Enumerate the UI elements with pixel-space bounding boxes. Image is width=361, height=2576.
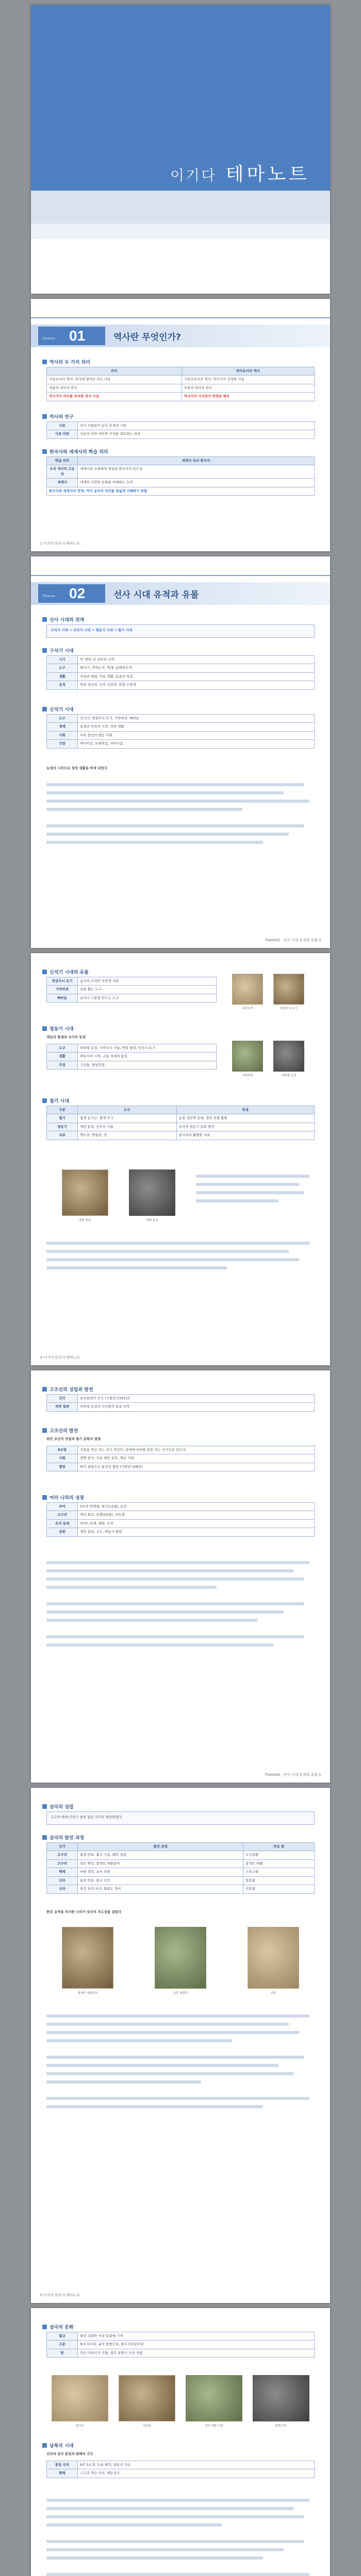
meaning-table: 의미 역사로서의 역사 사실로서의 역사: 과거에 일어난 모든 사실 기록으로서의 역사: 역사가가 선정한 사실 객관적 의미의 역사 주관적 의미의 역사 역사가가 의미를 부여한 과거 사실 역사가의 가치관이 반영된 해석 — [46, 367, 315, 401]
chapter-tag: Theme 02 — [38, 584, 105, 603]
paleolithic-table: 시기 약 70만 년 전부터 시작 도구 뗀석기: 주먹도끼, 찍개, 슴베찌르개 생활 사냥과 채집, 이동 생활, 동굴과 막집 유적 연천 전곡리, 공주 석장리, 단양 수양개 — [46, 655, 315, 690]
section-title: 한국사와 세계사의 학습 의의 — [42, 448, 108, 455]
page-7: 삼국의 문화 불교 왕권 강화와 사상 통합에 기여 고분 돌무지무덤, 굴식 돌방무덤, 돌무지덧널무덤 탑 익산 미륵사지 석탑, 경주 분황사 모전 석탑 불국사 석굴암 성덕 대왕 신종 발해 석등 남북국 시대 신라의 삼국 통일과 발해의 건국 통일 신라 9주 5소경, 녹읍 폐지, 관료전 지급 발해 고구려 계승 의식, 해동성국 — [31, 2308, 330, 2576]
cover-title — [170, 160, 310, 186]
gojoseon-dev-table: 8조법 사람을 죽인 자는 즉시 죽인다. 남에게 상처를 입힌 자는 곡식으로 갚는다. 사회 생명 중시, 사유 재산 보호, 계급 사회 멸망 한의 침입으로 왕검성 함락 (기원전 108년) — [46, 1446, 315, 1471]
research-table: 사료 과거 사람들이 남긴 흔적과 기록 사료 비판 사료의 진위 여부와 가치를 검토하는 과정 — [46, 421, 315, 439]
iron-age-table: 구분 도구 특징 철기 철제 농기구, 철제 무기 농업 생산력 증대, 정복 전쟁 활발 청동기 세형 동검, 잔무늬 거울 독자적 청동기 문화 발전 교류 명도전, 반량전, 붓 중국과의 활발한 교류 — [46, 1106, 315, 1140]
cover-title-light: 이기다 — [170, 167, 217, 184]
section-title: 고조선의 발전 — [42, 1427, 78, 1434]
north-south-table: 통일 신라 9주 5소경, 녹읍 폐지, 관료전 지급 발해 고구려 계승 의식, 해동성국 — [46, 2461, 315, 2478]
slender-dagger-image — [129, 1170, 175, 1216]
section-title: 남북국 시대 — [42, 2442, 74, 2449]
seokguram-image — [119, 2375, 175, 2421]
chapter-header — [31, 317, 330, 351]
gojoseon-table: 건국 단군왕검이 건국 (기원전 2333년) 세력 범위 비파형 동검과 고인돌의 분포 지역 — [46, 1394, 315, 1412]
chapter-title: 선사 시대 유적과 유물 — [113, 590, 199, 600]
page-footer: Theme02 · 선사 시대 유적과 유물 3 — [265, 939, 321, 942]
section-title: 역사의 연구 — [42, 413, 74, 420]
comb-pottery-image — [273, 974, 304, 1005]
culture-table: 불교 왕권 강화와 사상 통합에 기여 고분 돌무지무덤, 굴식 돌방무덤, 돌무지덧널무덤 탑 익산 미륵사지 석탑, 경주 분황사 모전 석탑 — [46, 2332, 315, 2358]
bell-image — [186, 2375, 242, 2421]
three-kingdoms-note: 고구려·백제·신라가 중앙 집권 국가로 발전하였다. — [46, 1811, 315, 1825]
section-title: 선사 시대의 전개 — [42, 616, 84, 623]
cover-stripe — [31, 191, 330, 224]
section-title: 신석기 시대 — [42, 706, 74, 713]
section-title: 청동기 시대 — [42, 1025, 74, 1032]
section-title: 철기 시대 — [42, 1097, 69, 1104]
spindle-image — [232, 1041, 263, 1072]
section-title: 고조선의 성립과 발전 — [42, 1386, 93, 1393]
section-title: 삼국의 문화 — [42, 2324, 74, 2330]
chapter-title: 역사란 무엇인가? — [113, 332, 181, 343]
section-title: 신석기 시대의 유물 — [42, 969, 89, 975]
page-footer: Theme02 · 선사 시대 유적과 유물 5 — [265, 1773, 321, 1777]
page-6: 삼국의 성립 고구려·백제·신라가 중앙 집권 국가로 발전하였다. 삼국의 발전 과정 국가 발전 과정 주요 왕 고구려 율령 반포, 불교 수용, 태학 설립 소수림왕 고구려 영토 확장, 광개토 대왕릉비 광개토 대왕 백제 마한 정복, 요서 진출 근초고왕 신라 율령 반포, 불교 공인 법흥왕 신라 한강 유역 차지, 화랑도 정비 진흥왕 한강 유역을 차지한 나라가 삼국의 주도권을 잡았다 광개토 대왕릉비 금동 대향로 금관 6 이기다 한국사 테마노트 — [31, 1788, 330, 2303]
balhae-lantern-image — [253, 2375, 309, 2421]
states-table: 부여 5부족 연맹체, 영고(12월), 순장 고구려 제가 회의, 동맹(10월), 서옥제 옥저·동예 민며느리제, 책화, 무천 삼한 제정 분리, 소도, 벼농사 발달 — [46, 1502, 315, 1537]
theme01-page — [31, 299, 330, 551]
page-5: 고조선의 성립과 발전 건국 단군왕검이 건국 (기원전 2333년) 세력 범위 비파형 동검과 고인돌의 분포 지역 고조선의 발전 위만 조선의 성립과 철기 문화의 발달 8조법 사람을 죽인 자는 즉시 죽인다. 남에게 상처를 입힌 자는 곡식으로 갚는다. 사회 생명 중시, 사유 재산 보호, 계급 사회 멸망 한의 침입으로 왕검성 함락 (기원전 108년) 여러 나라의 성장 부여 5부족 연맹체, 영고(12월), 순장 고구려 제가 회의, 동맹(10월), 서옥제 옥저·동예 민며느리제, 책화, 무천 삼한 제정 분리, 소도, 벼농사 발달 Theme02 · 선사 시대 유적과 유물 5 — [31, 1370, 330, 1783]
chapter-number: 01 — [69, 328, 86, 344]
section-title: 구석기 시대 — [42, 647, 74, 654]
section-title: 삼국의 성립 — [42, 1803, 74, 1810]
chapter-header — [31, 575, 330, 609]
section-title: 삼국의 발전 과정 — [42, 1834, 84, 1841]
bronze-dagger-image — [273, 1041, 304, 1072]
page-footer: 4 이기다 한국사 테마노트 — [40, 1356, 80, 1360]
section-title: 역사의 두 가지 의미 — [42, 359, 90, 365]
cover-stripe-light — [31, 224, 330, 239]
significance-table: 학습 의의 세계사 속의 한국사 우리 역사의 고유성 세계사와 교류하며 형성된 한국사의 특수성 세계사 세계의 다양한 문화를 이해하는 능력 한국사와 세계사의 연계: 역사 공부의 의미를 폭넓게 이해하기 위함 — [46, 456, 315, 496]
section-title: 여러 나라의 성장 — [42, 1494, 84, 1501]
incense-burner-image — [155, 1927, 206, 1989]
chapter-tag: Theme 01 — [38, 327, 105, 345]
bronze-age-table: 도구 비파형 동검, 거친무늬 거울, 반달 돌칼, 민무늬 토기 생활 벼농사의 시작, 구릉 지대의 움집 무덤 고인돌, 돌널무덤 — [46, 1044, 217, 1070]
neolithic-artifacts-table: 빗살무늬 토기 음식의 조리와 저장에 사용 가락바퀴 실을 뽑는 도구 뼈바늘 옷이나 그물을 만드는 도구 — [46, 977, 217, 1003]
bulguksa-image — [52, 2375, 108, 2421]
page-footer: 6 이기다 한국사 테마노트 — [40, 2294, 80, 2297]
page-4: 신석기 시대의 유물 빗살무늬 토기 음식의 조리와 저장에 사용 가락바퀴 실을 뽑는 도구 뼈바늘 옷이나 그물을 만드는 도구 주먹도끼 빗살무늬 토기 청동기 시대 계급의 발생과 국가의 등장 도구 비파형 동검, 거친무늬 거울, 반달 돌칼, 민무늬 토기 생활 벼농사의 시작, 구릉 지대의 움집 무덤 고인돌, 돌널무덤 가락바퀴 비파형 동검 철기 시대 구분 도구 특징 철기 철제 농기구, 철제 무기 농업 생산력 증대, 정복 전쟁 활발 청동기 세형 동검, 잔무늬 거울 독자적 청동기 문화 발전 교류 명도전, 반량전, 붓 중국과의 활발한 교류 반달 돌칼 세형 동검 4 이기다 한국사 테마노트 — [31, 953, 330, 1365]
stone-knife-image — [62, 1170, 108, 1216]
gwanggaeto-stele-image — [62, 1927, 113, 1989]
neolithic-table: 도구 간석기, 빗살무늬 토기, 가락바퀴, 뼈바늘 경제 농경과 목축의 시작, 정착 생활 사회 씨족 중심의 평등 사회 신앙 애니미즘, 토테미즘, 샤머니즘 — [46, 714, 315, 749]
kingdoms-table: 국가 발전 과정 주요 왕 고구려 율령 반포, 불교 수용, 태학 설립 소수림왕 고구려 영토 확장, 광개토 대왕릉비 광개토 대왕 백제 마한 정복, 요서 진출 근초고왕 신라 율령 반포, 불교 공인 법흥왕 신라 한강 유역 차지, 화랑도 정비 진흥왕 — [46, 1842, 315, 1894]
era-flow-box: 구석기 시대 → 신석기 시대 → 청동기 시대 → 철기 시대 — [46, 624, 315, 638]
theme02-page — [31, 556, 330, 948]
cover-title-bold: 테마노트 — [225, 164, 310, 185]
gold-crown-image — [248, 1927, 299, 1989]
chapter-number: 02 — [69, 585, 86, 601]
highlight-note: 농경의 시작으로 정착 생활을 하게 되었다 — [46, 766, 108, 770]
cover-page — [31, 5, 330, 294]
highlight-note: 신라의 삼국 통일과 발해의 건국 — [46, 2452, 93, 2456]
hand-axe-image — [232, 974, 263, 1005]
highlight-note: 한강 유역을 차지한 나라가 삼국의 주도권을 잡았다 — [46, 1910, 122, 1914]
page-footer: 2 이기다 한국사 테마노트 — [40, 542, 80, 546]
